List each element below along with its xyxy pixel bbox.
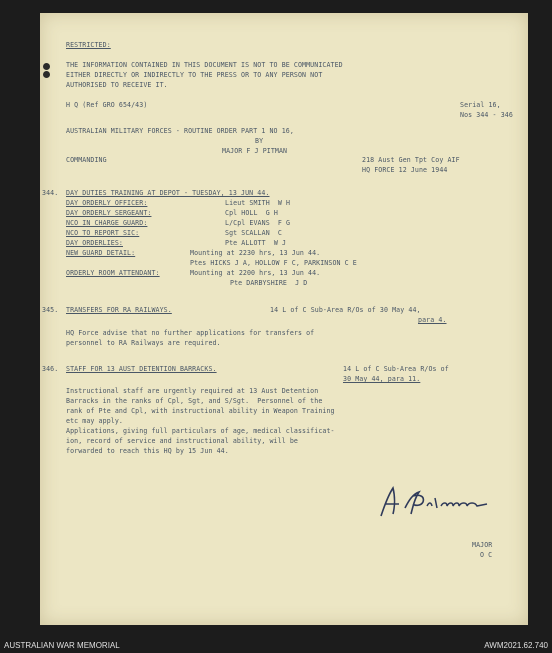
- order-body: rank of Pte and Cpl, with instructional ability in Weapon Training: [66, 407, 335, 415]
- by-line: BY: [255, 137, 264, 145]
- warning-line: EITHER DIRECTLY OR INDIRECTLY TO THE PRESS OR TO ANY PERSON NOT: [66, 71, 323, 79]
- orderly-label: ORDERLY ROOM ATTENDANT:: [66, 269, 160, 277]
- reference: H Q (Ref GRO 654/43): [66, 101, 148, 109]
- duty-label: NCO TO REPORT SIC:: [66, 229, 140, 237]
- warning-line: AUTHORISED TO RECEIVE IT.: [66, 81, 168, 89]
- commanding-label: COMMANDING: [66, 156, 107, 164]
- duty-value: Lieut SMITH W H: [225, 199, 291, 207]
- footer-right: AWM2021.62.740: [484, 641, 548, 650]
- unit-name: 218 Aust Gen Tpt Coy AIF: [362, 156, 460, 164]
- duty-label: DAY ORDERLY OFFICER:: [66, 199, 148, 207]
- orderly-name: Pte DARBYSHIRE J D: [230, 279, 308, 287]
- order-title: AUSTRALIAN MILITARY FORCES - ROUTINE ORDER PART 1 NO 16,: [66, 127, 294, 135]
- order-heading: TRANSFERS FOR RA RAILWAYS.: [66, 306, 172, 314]
- order-body: Applications, giving full particulars of age, medical classificat-: [66, 427, 335, 435]
- order-number: 345.: [42, 306, 59, 314]
- order-reference: 30 May 44, para 11.: [343, 375, 421, 383]
- duty-value: Pte ALLOTT W J: [225, 239, 287, 247]
- order-number: 346.: [42, 365, 59, 373]
- punch-hole: [43, 71, 50, 78]
- order-body: ion, record of service and instructional ability, will be: [66, 437, 298, 445]
- duty-label: DAY ORDERLY SERGEANT:: [66, 209, 152, 217]
- order-body: Barracks in the ranks of Cpl, Sgt, and S/Sgt. Personnel of the: [66, 397, 323, 405]
- order-body: personnel to RA Railways are required.: [66, 339, 221, 347]
- order-reference: para 4.: [418, 316, 447, 324]
- duty-value: Cpl HOLL G H: [225, 209, 278, 217]
- serial-number: Serial 16,: [460, 101, 501, 109]
- duty-label: NCO IN CHARGE GUARD:: [66, 219, 148, 227]
- order-body: Instructional staff are urgently required at 13 Aust Detention: [66, 387, 319, 395]
- order-numbers: Nos 344 - 346: [460, 111, 513, 119]
- footer-left: AUSTRALIAN WAR MEMORIAL: [4, 641, 120, 650]
- order-number: 344.: [42, 189, 59, 197]
- order-reference: 14 L of C Sub-Area R/Os of 30 May 44,: [270, 306, 421, 314]
- order-body: etc may apply.: [66, 417, 123, 425]
- force-date: HQ FORCE 12 June 1944: [362, 166, 448, 174]
- guard-label: NEW GUARD DETAIL:: [66, 249, 136, 257]
- order-heading: STAFF FOR 13 AUST DETENTION BARRACKS.: [66, 365, 217, 373]
- order-body: HQ Force advise that no further applications for transfers of: [66, 329, 315, 337]
- order-heading: DAY DUTIES TRAINING AT DEPOT - TUESDAY, 13 JUN 44.: [66, 189, 270, 197]
- guard-names: Ptes HICKS J A, HOLLOW F C, PARKINSON C E: [190, 259, 357, 267]
- guard-time: Mounting at 2230 hrs, 13 Jun 44.: [190, 249, 321, 257]
- order-reference: 14 L of C Sub-Area R/Os of: [343, 365, 449, 373]
- signatory-role: O C: [480, 551, 493, 559]
- duty-value: Sgt SCALLAN C: [225, 229, 282, 237]
- duty-label: DAY ORDERLIES:: [66, 239, 123, 247]
- handwritten-signature: [375, 482, 495, 522]
- order-body: forwarded to reach this HQ by 15 Jun 44.: [66, 447, 229, 455]
- warning-line: THE INFORMATION CONTAINED IN THIS DOCUMENT IS NOT TO BE COMMUNICATED: [66, 61, 343, 69]
- punch-hole: [43, 63, 50, 70]
- duty-value: L/Cpl EVANS F G: [225, 219, 291, 227]
- major-name: MAJOR F J PITMAN: [222, 147, 288, 155]
- restricted-label: RESTRICTED:: [66, 41, 111, 49]
- orderly-time: Mounting at 2200 hrs, 13 Jun 44.: [190, 269, 321, 277]
- signatory-rank: MAJOR: [472, 541, 493, 549]
- document-page: [40, 13, 528, 625]
